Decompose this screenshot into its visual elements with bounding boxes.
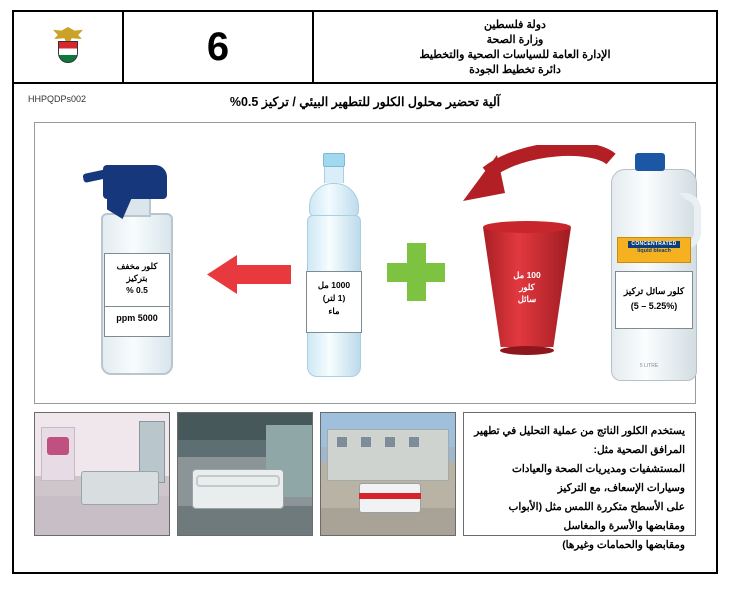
cup-rim <box>483 221 571 233</box>
cup-base <box>500 346 554 355</box>
jug-brand-sub: liquid bleach <box>637 248 671 254</box>
poster-number: 6 <box>124 12 314 82</box>
photo3-ambulance-stripe <box>359 493 421 499</box>
spray-label-line-3: 0.5 % <box>126 285 148 295</box>
jug-cap <box>635 153 665 171</box>
document-body <box>12 84 718 574</box>
photo2-floor <box>178 506 312 535</box>
palestine-emblem-icon <box>51 25 85 69</box>
photo3-window <box>361 437 371 447</box>
water-bottle <box>293 153 373 383</box>
photo1-furniture <box>81 471 159 505</box>
jug-brand-name: CONCENTRATED <box>628 241 679 248</box>
ambulance-outside-photo <box>320 412 456 536</box>
water-bottle-cap <box>323 153 345 167</box>
photo3-window <box>337 437 347 447</box>
plus-sign-icon <box>387 243 445 301</box>
spray-bottle-head <box>103 165 167 199</box>
note-line-3: على الأسطح متكررة اللمس مثل (الأبواب ومقابضها والأسرة والمغاسل <box>508 501 685 532</box>
arrow-stem <box>233 265 291 284</box>
water-label-line-2: (1 لتر) <box>322 293 346 303</box>
cup-label-line-3: سائل <box>517 294 537 304</box>
spray-bottle <box>77 145 195 377</box>
bleach-jug <box>605 153 709 383</box>
photo1-logo <box>47 437 69 455</box>
photo2-bed-rail <box>196 475 280 487</box>
plus-vertical-bar <box>407 243 426 301</box>
red-curved-arrow-icon <box>453 145 623 219</box>
water-label-line-3: ماء <box>328 306 340 316</box>
water-label-line-1: 1000 مل <box>317 280 351 290</box>
water-bottle-shoulder <box>309 183 359 217</box>
spray-bottle-label <box>104 253 170 337</box>
note-line-2: المستشفيات ومديريات الصحة والعيادات وسيارات الإسعاف، مع التركيز <box>511 463 685 494</box>
cup-label <box>505 269 549 305</box>
bottom-row <box>34 412 696 551</box>
jug-brand-label <box>617 237 691 263</box>
preparation-diagram <box>34 122 696 404</box>
code-title-row <box>24 92 706 118</box>
header-authority-text <box>314 12 716 82</box>
jug-label-line-1: كلور سائل تركيز <box>623 286 685 296</box>
cup-label-line-2: كلور <box>519 282 535 292</box>
note-line-1: يستخدم الكلور الناتج من عملية التحليل في تطهير المرافق الصحية مثل: <box>474 425 685 456</box>
jug-label-line-2: (5.25% – 5) <box>630 301 678 311</box>
document-header <box>12 10 718 84</box>
document-code: HHPQDPs002 <box>28 94 87 104</box>
header-logo-cell <box>14 12 124 82</box>
spray-label-ppm: 5000 ppm <box>105 306 169 324</box>
page-title: آلية تحضير محلول الكلور للتطهير البيئي / تركيز 0.5% <box>229 95 501 109</box>
water-bottle-label <box>306 271 362 333</box>
note-line-4: ومقابضها والحمامات وغيرها) <box>562 539 685 551</box>
authority-line-4: دائرة تخطيط الجودة <box>469 64 561 76</box>
spray-label-line-2: بتركيز <box>126 273 148 283</box>
arrow-head-icon <box>207 255 237 294</box>
red-left-arrow <box>207 255 291 293</box>
clinic-reception-photo <box>34 412 170 536</box>
photo3-window <box>385 437 395 447</box>
cup-label-line-1: 100 مل <box>513 270 541 280</box>
flag-shield-icon <box>58 41 78 63</box>
spray-label-line-1: كلور مخفف <box>116 261 158 271</box>
usage-note <box>463 412 696 551</box>
red-measuring-cup <box>483 221 571 351</box>
authority-line-2: وزارة الصحة <box>486 34 544 46</box>
authority-line-1: دولة فلسطين <box>484 19 546 31</box>
jug-volume-text: 5 LITRE <box>639 363 659 369</box>
water-bottle-neck <box>324 167 344 183</box>
authority-line-3: الإدارة العامة للسياسات الصحية والتخطيط <box>419 49 611 61</box>
photo3-window <box>409 437 419 447</box>
jug-arabic-label <box>615 271 693 329</box>
hospital-room-photo <box>177 412 313 536</box>
